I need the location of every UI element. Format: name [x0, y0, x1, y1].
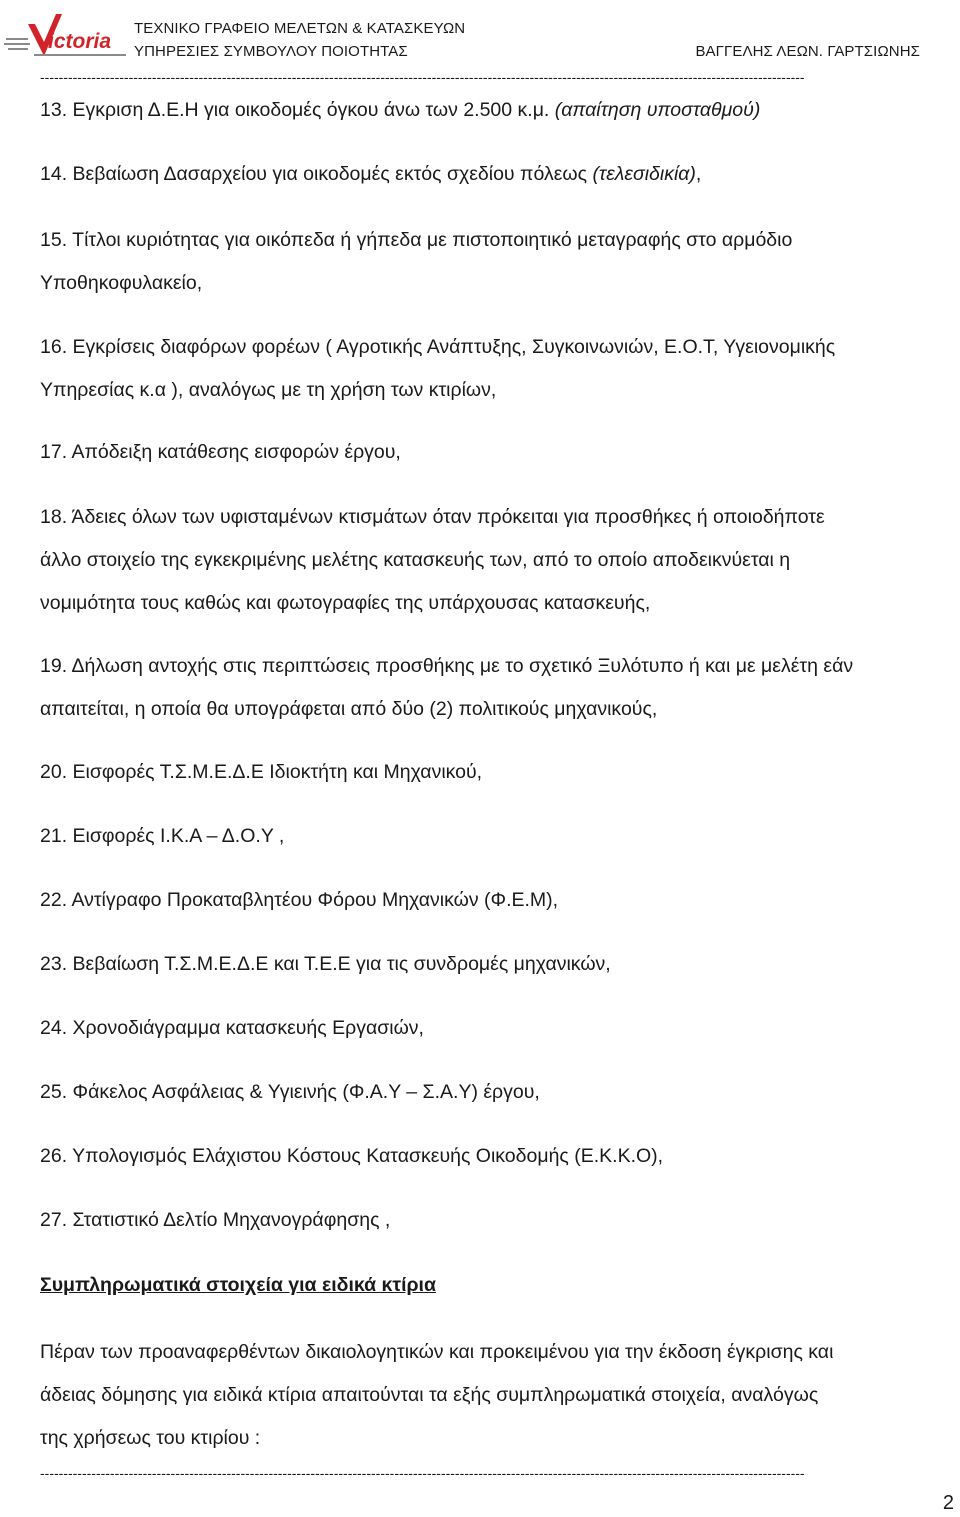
header-divider: -------------------------------------------------------------------------------------------------------------------------------------------------------------------- — [40, 70, 805, 84]
list-item-27: 27. Στατιστικό Δελτίο Μηχανογράφησης , — [40, 1209, 391, 1231]
paragraph-line3: της χρήσεως του κτιρίου : — [40, 1427, 261, 1449]
company-subtitle: ΥΠΗΡΕΣΙΕΣ ΣΥΜΒΟΥΛΟΥ ΠΟΙΟΤΗΤΑΣ — [134, 43, 408, 60]
list-item-26: 26. Υπολογισμός Ελάχιστου Κόστους Κατασκευής Οικοδομής (Ε.Κ.Κ.Ο), — [40, 1145, 664, 1167]
item-18-line2: άλλο στοιχείο της εγκεκριμένης μελέτης κατασκευής των, από το οποίο αποδεικνύεται η — [40, 549, 791, 571]
page-header — [0, 0, 960, 84]
list-item-18 — [40, 496, 925, 625]
item-14-note: (τελεσιδικία) — [592, 163, 696, 185]
paragraph-line1: Πέραν των προαναφερθέντων δικαιολογητικών και προκειμένου για την έκδοση έγκρισης και — [40, 1341, 834, 1363]
list-item-24: 24. Χρονοδιάγραμμα κατασκευής Εργασιών, — [40, 1017, 424, 1039]
item-13-note: (απαίτηση υποσταθμού) — [554, 99, 761, 121]
paragraph-line2: άδειας δόμησης για ειδικά κτίρια απαιτούνται τα εξής συμπληρωματικά στοιχεία, αναλόγως — [40, 1384, 819, 1406]
item-14-text: 14. Βεβαίωση Δασαρχείου για οικοδομές εκτός σχεδίου πόλεως — [40, 163, 593, 185]
company-title: ΤΕΧΝΙΚΟ ΓΡΑΦΕΙΟ ΜΕΛΕΤΩΝ & ΚΑΤΑΣΚΕΥΩΝ — [134, 20, 466, 37]
item-14-end: , — [695, 163, 702, 185]
item-15-line2: Υποθηκοφυλακείο, — [40, 272, 203, 294]
item-15-line1: 15. Τίτλοι κυριότητας για οικόπεδα ή γήπεδα με πιστοποιητικό μεταγραφής στο αρμόδιο — [40, 229, 793, 251]
footer-divider: -------------------------------------------------------------------------------------------------------------------------------------------------------------------- — [40, 1466, 805, 1480]
section-paragraph — [40, 1331, 925, 1460]
engineer-name: ΒΑΓΓΕΛΗΣ ΛΕΩΝ. ΓΑΡΤΣΙΩΝΗΣ — [695, 43, 920, 60]
item-18-line3: νομιμότητα τους καθώς και φωτογραφίες της υπάρχουσας κατασκευής, — [40, 592, 651, 614]
item-16-line2: Υπηρεσίας κ.α ), αναλόγως με τη χρήση των κτιρίων, — [40, 379, 497, 401]
list-item-25: 25. Φάκελος Ασφάλειας & Υγιεινής (Φ.Α.Υ – Σ.Α.Υ) έργου, — [40, 1081, 540, 1103]
item-19-line2: απαιτείται, η οποία θα υπογράφεται από δύο (2) πολιτικούς μηχανικούς, — [40, 698, 658, 720]
list-item-15 — [40, 219, 925, 305]
section-heading: Συμπληρωματικά στοιχεία για ειδικά κτίρια — [40, 1274, 436, 1296]
item-18-line1: 18. Άδειες όλων των υφισταμένων κτισμάτων όταν πρόκειται για προσθήκες ή οποιοδήποτε — [40, 506, 825, 528]
page-number: 2 — [942, 1492, 954, 1514]
list-item-21: 21. Εισφορές Ι.Κ.Α – Δ.Ο.Υ , — [40, 825, 285, 847]
svg-text:ictoria: ictoria — [48, 30, 112, 53]
list-item-14 — [40, 153, 925, 196]
list-item-16 — [40, 326, 925, 412]
item-16-line1: 16. Εγκρίσεις διαφόρων φορέων ( Αγροτικής Ανάπτυξης, Συγκοινωνιών, Ε.Ο.Τ, Υγειονομικής — [40, 336, 836, 358]
list-item-19 — [40, 645, 925, 731]
list-item-20: 20. Εισφορές Τ.Σ.Μ.Ε.Δ.Ε Ιδιοκτήτη και Μηχανικού, — [40, 761, 483, 783]
item-19-line1: 19. Δήλωση αντοχής στις περιπτώσεις προσθήκης με το σχετικό Ξυλότυπο ή και με μελέτη εάν — [40, 655, 854, 677]
list-item-23: 23. Βεβαίωση Τ.Σ.Μ.Ε.Δ.Ε και Τ.Ε.Ε για τις συνδρομές μηχανικών, — [40, 953, 611, 975]
list-item-13 — [40, 89, 925, 132]
list-item-22: 22. Αντίγραφο Προκαταβλητέου Φόρου Μηχανικών (Φ.Ε.Μ), — [40, 889, 559, 911]
item-13-text: 13. Εγκριση Δ.Ε.Η για οικοδομές όγκου άνω των 2.500 κ.μ. — [40, 99, 555, 121]
victoria-logo — [4, 8, 130, 64]
list-item-17: 17. Απόδειξη κατάθεσης εισφορών έργου, — [40, 441, 401, 463]
